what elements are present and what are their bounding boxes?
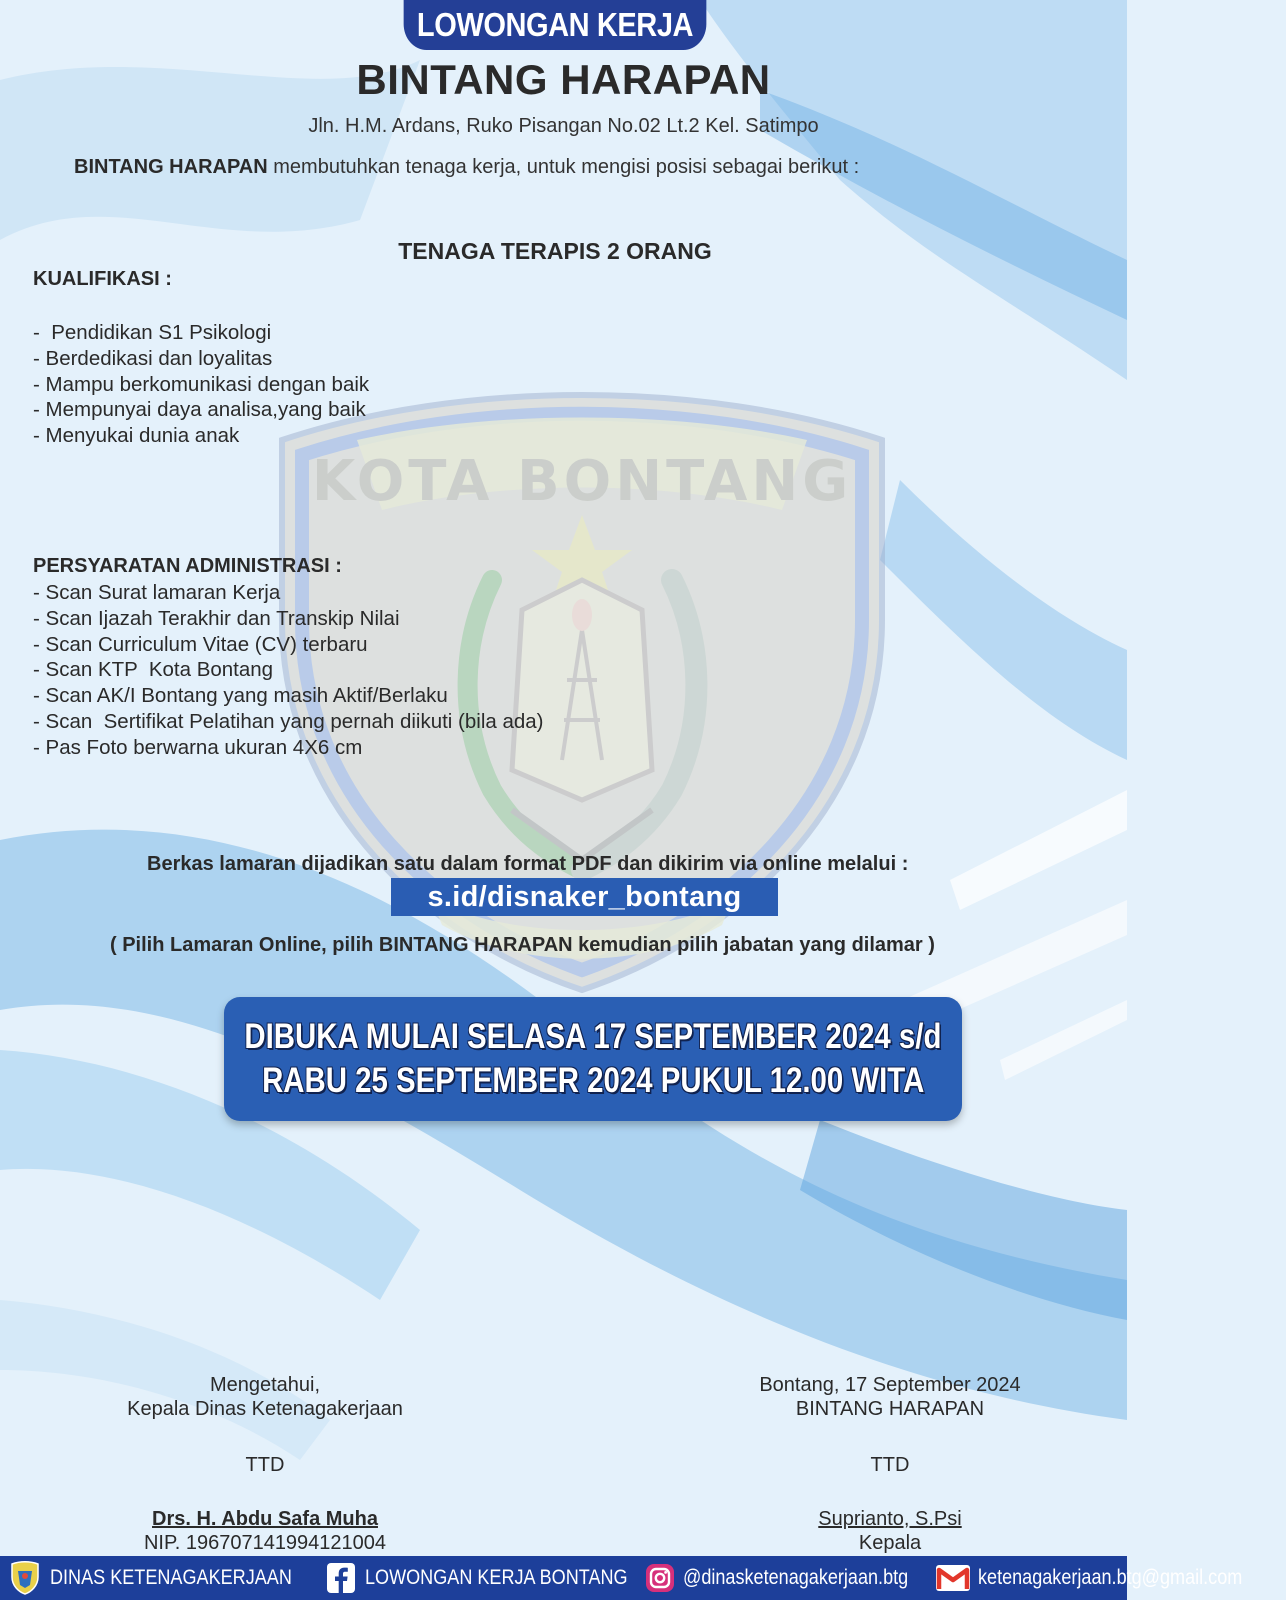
facebook-icon [327, 1562, 355, 1594]
footer-email-text: ketenagakerjaan.btg@gmail.com [978, 1566, 1243, 1589]
signature-block-left [105, 1373, 425, 1555]
signature-right-name: Suprianto, S.Psi [818, 1508, 962, 1530]
footer-facebook-text: LOWONGAN KERJA BONTANG [365, 1566, 628, 1589]
signature-block-right [730, 1373, 1050, 1555]
list-item: - Menyukai dunia anak [33, 424, 240, 448]
list-item: - Pendidikan S1 Psikologi [33, 321, 272, 344]
contact-footer [0, 1556, 1243, 1600]
footer-instagram[interactable] [645, 1563, 945, 1593]
intro-text: membutuhkan tenaga kerja, untuk mengisi posisi sebagai berikut : [267, 156, 860, 178]
footer-instagram-text: @dinasketenagakerjaan.btg [682, 1566, 908, 1589]
signature-right-line1: Bontang, 17 September 2024 [759, 1374, 1021, 1396]
list-item: - Pas Foto berwarna ukuran 4X6 cm [33, 735, 363, 759]
list-item: - Berdedikasi dan loyalitas [33, 346, 273, 370]
footer-email[interactable] [936, 1565, 1285, 1591]
signature-right-line2: BINTANG HARAPAN [795, 1398, 985, 1420]
application-period-banner [224, 997, 962, 1121]
job-vacancy-badge: LOWONGAN KERJA [404, 0, 707, 50]
banner-line-2: RABU 25 SEPTEMBER 2024 PUKUL 12.00 WITA [261, 1061, 925, 1100]
qualifications-list [33, 320, 369, 449]
list-item: - Scan AK/I Bontang yang masih Aktif/Berlaku [33, 684, 448, 708]
signature-left-name: Drs. H. Abdu Safa Muha [152, 1508, 378, 1530]
company-title: BINTANG HARAPAN [356, 56, 771, 103]
signature-left-nip: NIP. 196707141994121004 [143, 1532, 387, 1554]
agency-logo-icon [10, 1561, 40, 1595]
signature-right-role: Kepala [858, 1532, 922, 1554]
list-item: - Scan Surat lamaran Kerja [33, 581, 281, 604]
company-address: Jln. H.M. Ardans, Ruko Pisangan No.02 Lt.2 Kel. Satimpo [308, 115, 819, 137]
list-item: - Scan Ijazah Terakhir dan Transkip Nilai [33, 606, 400, 630]
intro-company: BINTANG HARAPAN [74, 156, 268, 178]
list-item: - Scan KTP Kota Bontang [33, 658, 274, 682]
emblem-text: KOTA BONTANG [311, 449, 853, 514]
qualifications-heading: KUALIFIKASI : [33, 268, 172, 290]
requirements-list [33, 580, 544, 761]
list-item: - Mampu berkomunikasi dengan baik [33, 372, 370, 396]
list-item: - Scan Sertifikat Pelatihan yang pernah diikuti (bila ada) [33, 709, 544, 733]
footer-facebook[interactable] [327, 1562, 670, 1594]
signature-right-ttd: TTD [870, 1454, 910, 1476]
signature-left-line2: Kepala Dinas Ketenagakerjaan [127, 1398, 403, 1420]
list-item: - Mempunyai daya analisa,yang baik [33, 398, 366, 422]
application-link[interactable]: s.id/disnaker_bontang [391, 878, 778, 916]
requirements-heading: PERSYARATAN ADMINISTRASI : [33, 555, 342, 577]
instagram-icon [645, 1563, 675, 1593]
list-item: - Scan Curriculum Vitae (CV) terbaru [33, 632, 368, 656]
intro-sentence [74, 156, 859, 179]
position-title: TENAGA TERAPIS 2 ORANG [398, 238, 712, 264]
banner-line-1: DIBUKA MULAI SELASA 17 SEPTEMBER 2024 s/d [244, 1017, 942, 1056]
submission-note: Berkas lamaran dijadikan satu dalam format PDF dan dikirim via online melalui : [147, 853, 909, 875]
signature-left-ttd: TTD [245, 1454, 285, 1476]
gmail-icon [936, 1565, 970, 1591]
footer-agency-text: DINAS KETENAGAKERJAAN [50, 1566, 292, 1589]
signature-left-line1: Mengetahui, [209, 1374, 321, 1396]
application-instruction: ( Pilih Lamaran Online, pilih BINTANG HARAPAN kemudian pilih jabatan yang dilamar ) [110, 934, 935, 956]
footer-agency [10, 1561, 331, 1595]
